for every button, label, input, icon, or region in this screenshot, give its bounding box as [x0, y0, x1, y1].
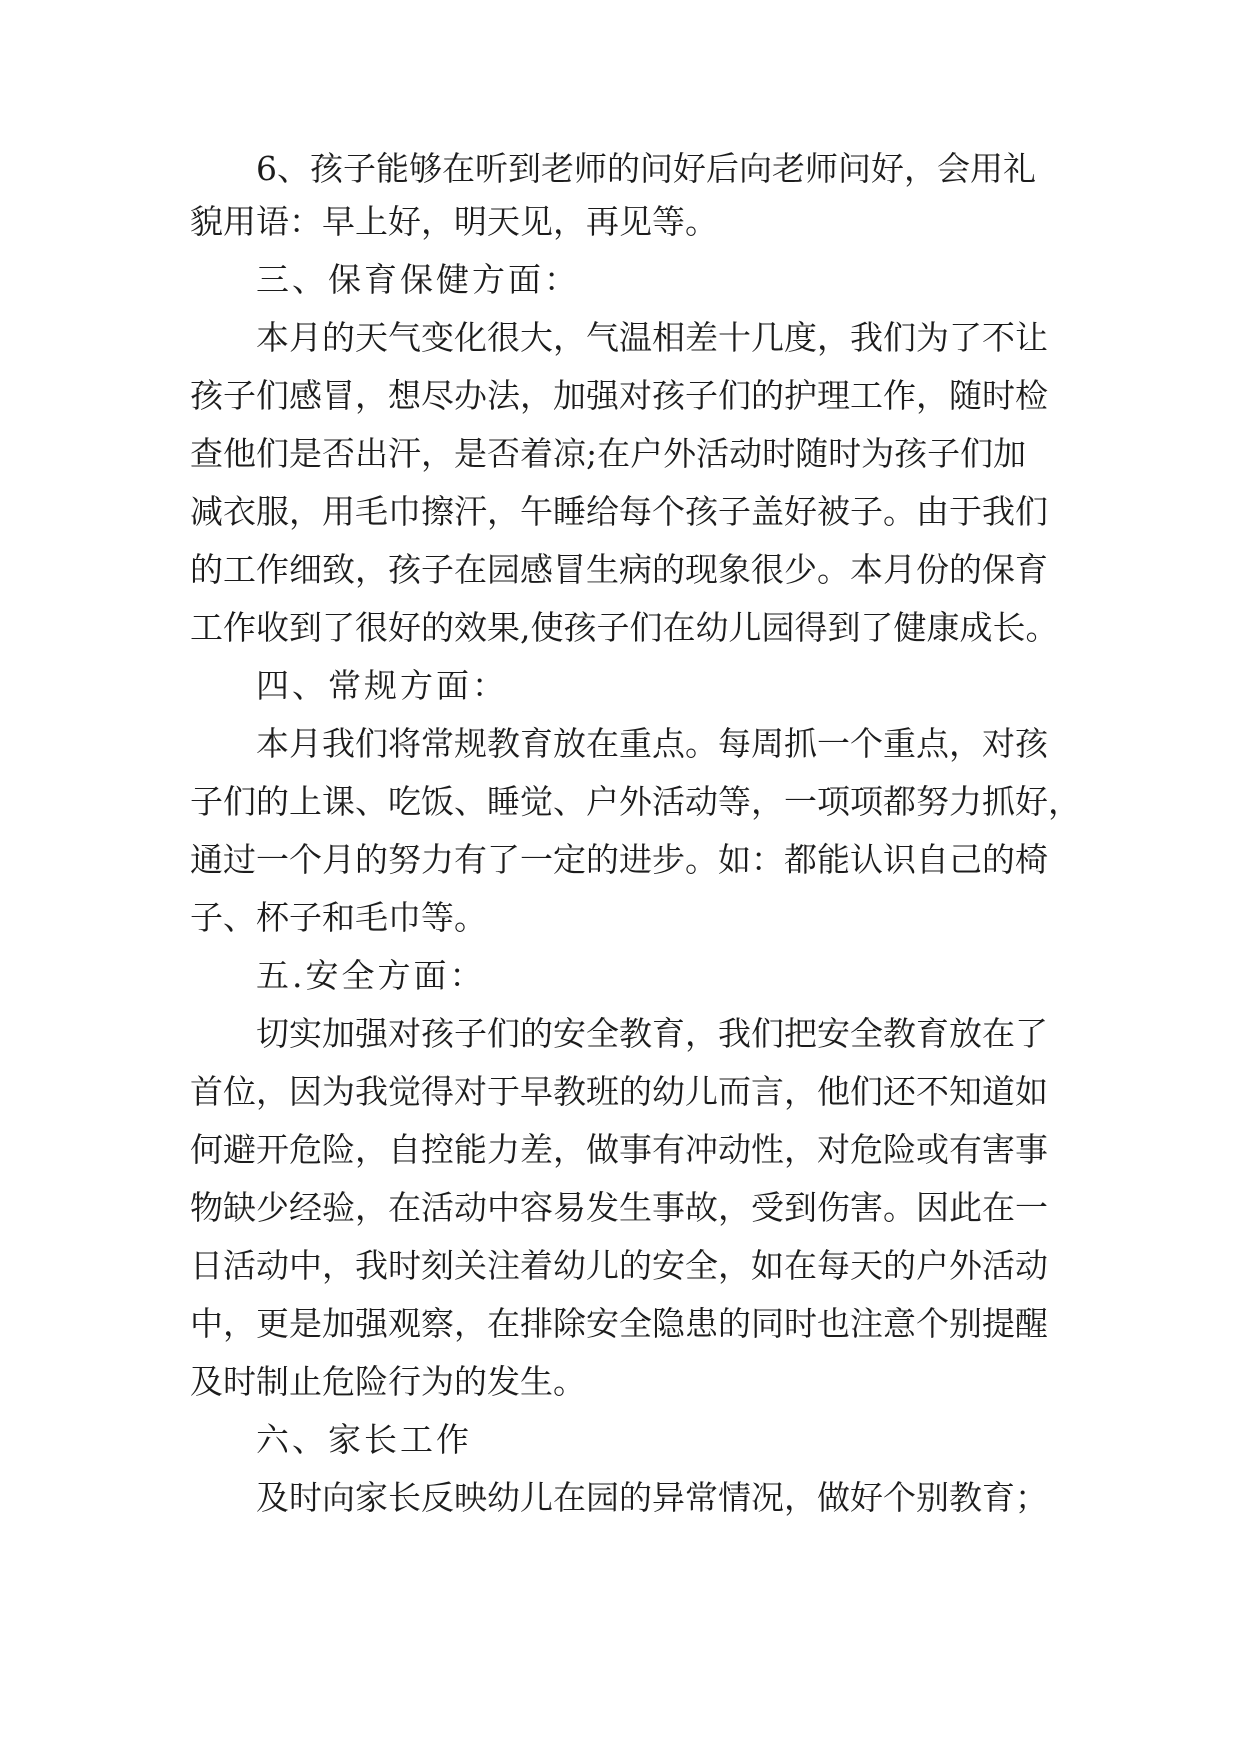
text-line: 切实加强对孩子们的安全教育，我们把安全教育放在了	[256, 1014, 1048, 1053]
text-line: 孩子们感冒，想尽办法，加强对孩子们的护理工作，随时检	[190, 376, 1048, 415]
text-line: 的工作细致，孩子在园感冒生病的现象很少。本月份的保育	[190, 550, 1048, 589]
text-line: 本月的天气变化很大，气温相差十几度，我们为了不让	[256, 318, 1048, 357]
text-line: 通过一个月的努力有了一定的进步。如：都能认识自己的椅	[190, 840, 1048, 879]
section-heading: 三、保育保健方面：	[256, 260, 580, 299]
text-line: 子、杯子和毛巾等。	[190, 898, 487, 937]
text-line: 及时制止危险行为的发生。	[190, 1362, 586, 1401]
text-line: 及时向家长反映幼儿在园的异常情况，做好个别教育；	[256, 1478, 1048, 1517]
text-line: 貌用语：早上好，明天见，再见等。	[190, 202, 718, 241]
text-line: 首位，因为我觉得对于早教班的幼儿而言，他们还不知道如	[190, 1072, 1048, 1111]
section-heading: 六、家长工作	[256, 1420, 472, 1459]
text-line: 6、孩子能够在听到老师的问好后向老师问好，会用礼	[256, 149, 1036, 188]
section-heading: 四、常规方面：	[256, 666, 508, 705]
text-line: 中，更是加强观察，在排除安全隐患的同时也注意个别提醒	[190, 1304, 1048, 1343]
text-line: 日活动中，我时刻关注着幼儿的安全，如在每天的户外活动	[190, 1246, 1048, 1285]
text-line: 减衣服，用毛巾擦汗，午睡给每个孩子盖好被子。由于我们	[190, 492, 1048, 531]
text-line: 子们的上课、吃饭、睡觉、户外活动等，一项项都努力抓好，	[190, 782, 1081, 821]
text-line: 何避开危险，自控能力差，做事有冲动性，对危险或有害事	[190, 1130, 1048, 1169]
text-line: 本月我们将常规教育放在重点。每周抓一个重点，对孩	[256, 724, 1048, 763]
text-line: 工作收到了很好的效果,使孩子们在幼儿园得到了健康成长。	[190, 608, 1059, 647]
section-heading: 五.安全方面：	[256, 956, 486, 995]
text-line: 物缺少经验，在活动中容易发生事故，受到伤害。因此在一	[190, 1188, 1048, 1227]
text-line: 查他们是否出汗，是否着凉;在户外活动时随时为孩子们加	[190, 434, 1027, 473]
